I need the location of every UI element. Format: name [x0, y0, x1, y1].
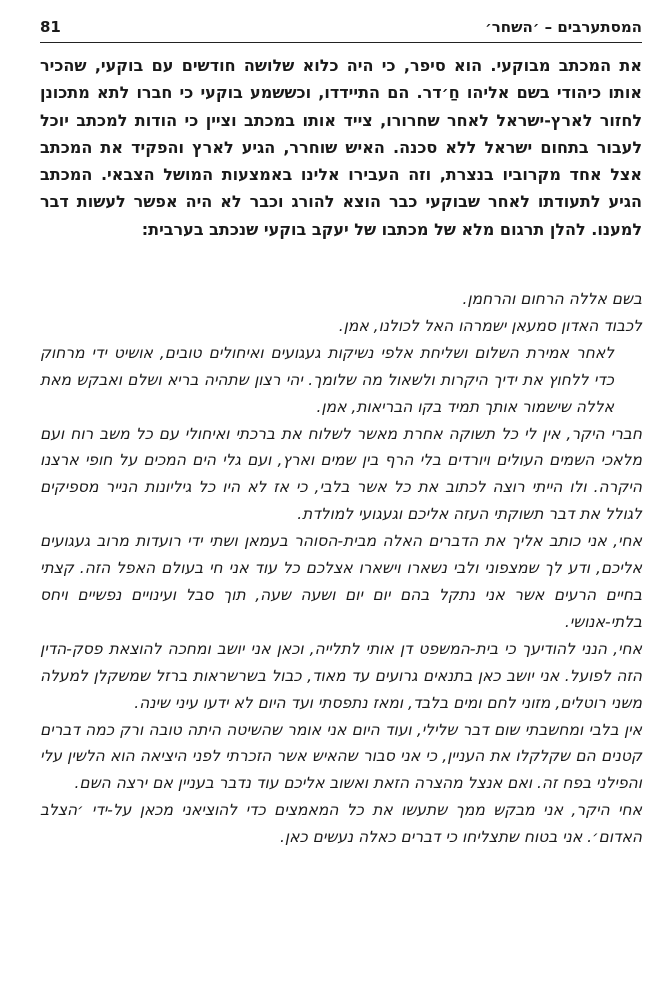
running-header	[40, 12, 642, 43]
letter-paragraph-1: בשם אללה הרחום והרחמן.	[462, 290, 642, 308]
letter-paragraph-8: אחי היקר, אני מבקש ממך שתעשו את כל המאמצים כדי להוציאני מכאן על-ידי ׳הצלב האדום׳. אני בטוח שתצליחו כי דברים כאלה נעשים כאן.	[40, 801, 642, 847]
letter-paragraph-4: חברי היקר, אין לי כל תשוקה אחרת מאשר לשלוח את ברכתי ואיחולי עם כל משב רוח ועם מלאכי השמים העולים ויורדים בלי הרף בין שמים וארץ, ועם גלי הים המכים על חופי ארצנו היקרה. ולו הייתי רוצה לכתוב את כל אשר בלבי, כי אז לא היו כל גיליונות הנייר מספיקים לגולל את דבר תשוקתי העזה אליכם וגעגועי למולדת.	[40, 424, 642, 524]
intro-paragraph: את המכתב מבוקעי. הוא סיפר, כי היה כלוא שלושה חודשים עם בוקעי, שהכיר אותו כיהודי בשם אליהו חַ׳דר. הם התיידדו, וכששמע בוקעי כי חברו לתא מתכונן לחזור לארץ-ישראל לאחר שחרורו, צייד אותו במכתב וציין כי הודות למכתב יוכל לעבור בתחום ישראל ללא סכנה. האיש שוחרר, הגיע לארץ והפקיד את המכתב אצל אחד מקרוביו בנצרת, וזה העבירו אלינו באמצעות המושל הצבאי. המכתב הגיע לתעודתו לאחר שבוקעי כבר הוצא להורג וכבר לא היה אפשר לעשות דבר למענו. להלן תרגום מלא של מכתבו של יעקב בוקעי שנכתב בערבית:	[40, 56, 642, 239]
letter-paragraph-7: אין בלבי ומחשבתי שום דבר שלילי, ועוד היום אני אומר שהשיטה היתה טובה ורק כמה דברים קטנים הם שקלקלו את העניין, כי אני סבור שהאיש אשר הזכרתי לפני היציאה הוא הלשין עלי והפילני בפח זה. ואם אנצל מהצרה הזאת ואשוב אליכם עוד נדבר בעניין אם ירצה השם.	[40, 720, 642, 793]
letter-paragraph-6: אחי, הנני להודיעך כי בית-המשפט דן אותי לתלייה, וכאן אני יושב ומחכה להוצאת פסק-הדין הזה לפועל. אני יושב כאן בתנאים גרועים עד מאוד, כבול בשרשראות ברזל שמשקלן למעלה משני רוטלים, מזוני לחם ומים בלבד, ומאז נתפסתי ועד היום לא ידעו עיני שינה.	[40, 639, 642, 712]
letter-paragraph-5: אחי, אני כותב אליך את הדברים האלה מבית-הסוהר בעמאן ושתי ידי רועדות מרוב געגועים אליכם, ודע לך שמצפוני ולבי נשארו וישארו אצלכם כל עוד אני חי בעולם האפל הזה. קצתי בחיים הרעים אשר אני נתקל בהם יום יום ושעה שעה, תוך סבל ועינויים נפשיים ויחס בלתי-אנושי.	[40, 532, 642, 631]
intro-section	[40, 52, 642, 243]
letter-paragraph-3: לאחר אמירת השלום ושליחת אלפי נשיקות געגועים ואיחולים טובים, אושיט ידי מרחוק כדי ללחוץ את ידיך היקרות ולשאול מה שלומך. יהי רצון שתהיה בריא ושלם ואבקש מאת אללה שישמור אותך תמיד בקו הבריאות, אמן.	[40, 343, 614, 416]
running-header-title: המסתערבים – ׳השחר׳	[485, 18, 642, 36]
page-number: 81	[40, 18, 61, 36]
letter-section	[40, 286, 642, 851]
letter-paragraph-2: לכבוד האדון סמעאן ישמרהו האל לכולנו, אמן.	[338, 316, 642, 335]
